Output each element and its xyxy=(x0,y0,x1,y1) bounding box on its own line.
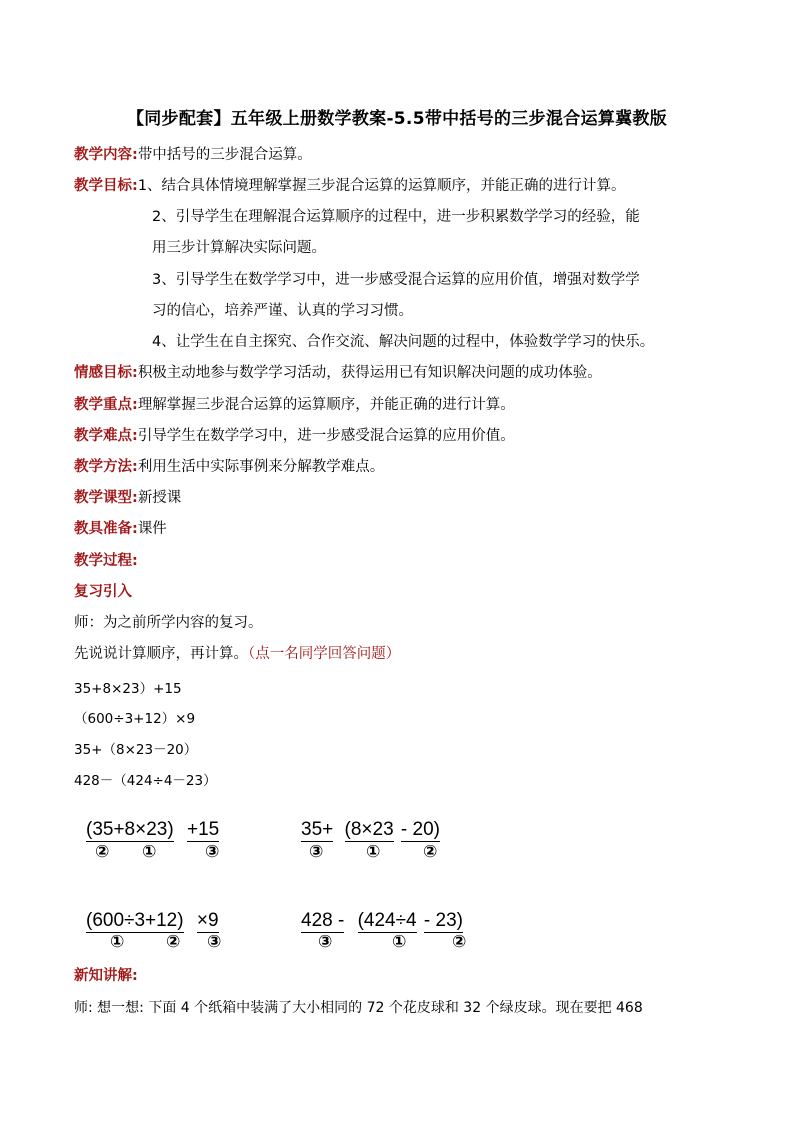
goals-label: 教学目标: xyxy=(74,178,138,194)
process-row xyxy=(74,551,138,571)
d4-seg-2: (424÷4 xyxy=(357,910,417,931)
order-diagram-1 xyxy=(86,819,219,842)
d3-step-b: ② xyxy=(166,932,181,952)
newknow-heading xyxy=(74,966,138,986)
method-text: 利用生活中实际事例来分解教学难点。 xyxy=(137,459,385,475)
goal-4: 4、让学生在自主探究、合作交流、解决问题的过程中，体验数学学习的快乐。 xyxy=(152,334,655,350)
d2-seg-1: 35+ xyxy=(301,819,334,840)
review-note: （点一名同学回答问题） xyxy=(248,646,401,662)
content-text: 带中括号的三步混合运算。 xyxy=(137,147,312,163)
method-label: 教学方法: xyxy=(74,459,138,475)
d1-step-b: ① xyxy=(142,842,157,862)
key-label: 教学重点: xyxy=(74,397,138,413)
review-teacher: 师：为之前所学内容的复习。 xyxy=(74,615,263,631)
order-diagram-4 xyxy=(301,910,463,933)
content-label: 教学内容: xyxy=(74,147,138,163)
d1-step-a: ② xyxy=(95,842,110,862)
type-row xyxy=(74,488,181,508)
d3-step-a: ① xyxy=(110,932,125,952)
difficult-row xyxy=(74,426,515,446)
d4-step-a: ③ xyxy=(318,932,333,952)
review-prompt-row xyxy=(74,644,400,664)
tools-label: 教具准备: xyxy=(74,521,138,537)
d2-step-c: ② xyxy=(423,842,438,862)
emotion-row xyxy=(74,363,602,383)
newknow-text: 师: 想一想: 下面 4 个纸箱中装满了大小相同的 72 个花皮球和 32 个绿皮球。现在要把 468 xyxy=(74,1000,643,1016)
d1-seg-2: +15 xyxy=(186,819,220,840)
d2-step-b: ① xyxy=(366,842,381,862)
d1-seg-1: (35+8×23) xyxy=(86,819,174,840)
expression-4: 428－（424÷4－23） xyxy=(74,773,217,789)
order-diagram-3 xyxy=(86,910,219,933)
d2-step-a: ③ xyxy=(309,842,324,862)
goal-2b: 用三步计算解决实际问题。 xyxy=(152,240,326,256)
d3-seg-1: (600÷3+12) xyxy=(86,910,184,931)
review-heading xyxy=(74,582,132,602)
d3-seg-2: ×9 xyxy=(196,910,219,931)
newknow-label: 新知讲解: xyxy=(74,968,138,984)
d2-seg-3: - 20) xyxy=(400,819,440,840)
goal-1: 1、结合具体情境理解掌握三步混合运算的运算顺序，并能正确的进行计算。 xyxy=(137,178,626,194)
key-text: 理解掌握三步混合运算的运算顺序，并能正确的进行计算。 xyxy=(137,397,515,413)
goal-3b: 习的信心，培养严谨、认真的学习习惯。 xyxy=(152,303,413,319)
emotion-text: 积极主动地参与数学学习活动，获得运用已有知识解决问题的成功体验。 xyxy=(137,365,602,381)
key-row xyxy=(74,395,515,415)
type-text: 新授课 xyxy=(137,490,182,506)
d3-step-c: ③ xyxy=(207,932,222,952)
difficult-label: 教学难点: xyxy=(74,428,138,444)
expression-2: （600÷3+12）×9 xyxy=(74,711,196,727)
d4-step-c: ② xyxy=(452,932,467,952)
d4-step-b: ① xyxy=(392,932,407,952)
review-prompt: 先说说计算顺序，再计算。 xyxy=(74,646,248,662)
type-label: 教学课型: xyxy=(74,490,138,506)
process-label: 教学过程: xyxy=(74,553,138,569)
tools-text: 课件 xyxy=(137,521,167,537)
d2-seg-2: (8×23 xyxy=(344,819,394,840)
goal-2a: 2、引导学生在理解混合运算顺序的过程中，进一步积累数学学习的经验，能 xyxy=(152,209,640,225)
goal-3a: 3、引导学生在数学学习中，进一步感受混合运算的应用价值，增强对数学学 xyxy=(152,272,640,288)
d1-step-c: ③ xyxy=(205,842,220,862)
emotion-label: 情感目标: xyxy=(74,365,138,381)
tools-row xyxy=(74,519,167,539)
order-diagram-2 xyxy=(301,819,440,842)
goals-row xyxy=(74,176,626,196)
d4-seg-1: 428 - xyxy=(301,910,345,931)
d4-seg-3: - 23) xyxy=(423,910,463,931)
expression-3: 35+（8×23－20） xyxy=(74,742,198,758)
content-row xyxy=(74,145,312,165)
page-title: 【同步配套】五年级上册数学教案-5.5带中括号的三步混合运算冀教版 xyxy=(126,109,668,129)
difficult-text: 引导学生在数学学习中，进一步感受混合运算的应用价值。 xyxy=(137,428,515,444)
review-label: 复习引入 xyxy=(74,584,132,600)
expression-1: 35+8×23）+15 xyxy=(74,681,182,697)
method-row xyxy=(74,457,384,477)
